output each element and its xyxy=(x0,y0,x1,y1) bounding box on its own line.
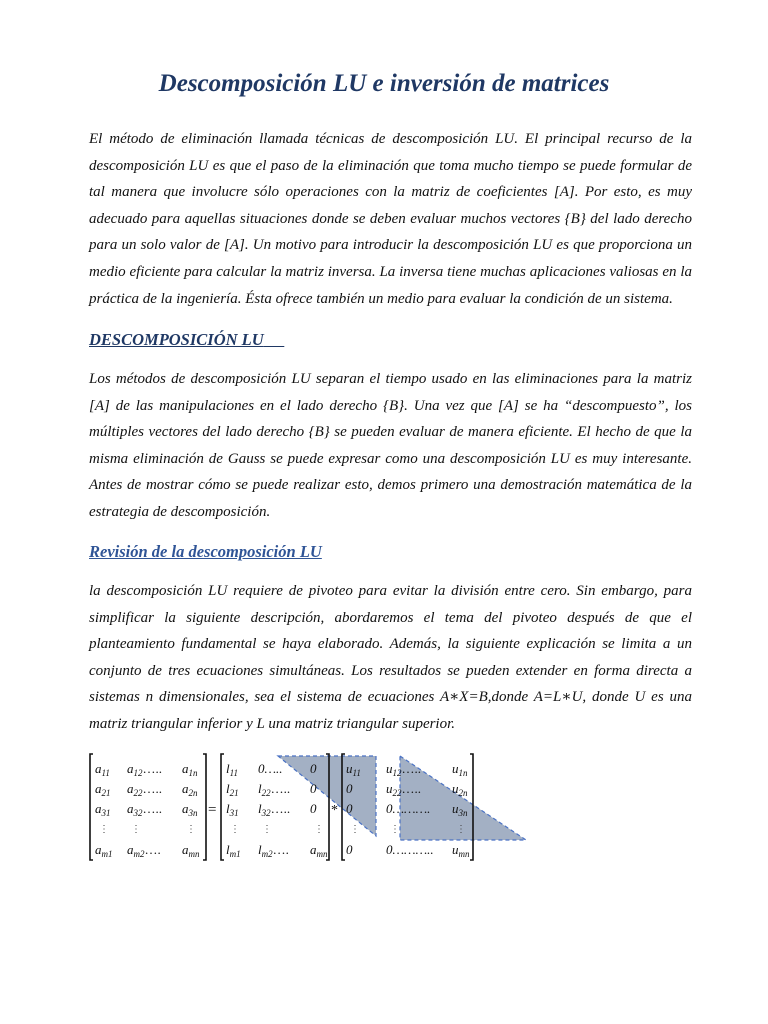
A-matrix-cell: ⋮ xyxy=(186,824,196,835)
L-matrix-cell: 0 xyxy=(310,781,317,796)
section-heading-lu-text: DESCOMPOSICIÓN LU xyxy=(89,330,264,349)
A-matrix-cell: $a_{mn}$ xyxy=(182,842,200,859)
L-matrix-cell: 0….. xyxy=(258,761,283,776)
section-review-paragraph xyxy=(89,578,692,738)
review-text-c: , donde U es una matriz triangular inferior y L una matriz triangular superior. xyxy=(89,689,692,732)
U-matrix-cell: 0 xyxy=(346,781,353,796)
matrix-cells xyxy=(95,761,470,859)
L-matrix-cell: $l_{11}$ xyxy=(226,761,238,778)
L-matrix-cell: $l_{22}\dots$.. xyxy=(258,781,291,798)
A-matrix-cell: $a_{31}$ xyxy=(95,801,111,818)
A-matrix-cell: ⋮ xyxy=(131,824,141,835)
U-matrix-cell: $u_{1n}$ xyxy=(452,761,468,778)
U-matrix-cell: $u_{2n}$ xyxy=(452,781,468,798)
U-matrix-cell: ⋮ xyxy=(456,824,466,835)
L-matrix-cell: $a_{mn}$ xyxy=(310,842,328,859)
L-left-bracket xyxy=(221,754,224,860)
section-heading-review: Revisión de la descomposición LU xyxy=(89,542,322,561)
L-matrix-cell: ⋮ xyxy=(262,824,272,835)
A-matrix-cell: $a_{m2}\dots$. xyxy=(127,842,161,859)
A-matrix-cell: $a_{m1}$ xyxy=(95,842,113,859)
U-matrix-cell: 0………. xyxy=(386,801,431,816)
equals-sign: = xyxy=(208,802,217,818)
A-matrix-cell: $a_{2n}$ xyxy=(182,781,198,798)
L-matrix-cell: $l_{31}$ xyxy=(226,801,239,818)
A-right-bracket xyxy=(203,754,206,860)
section-lu-paragraph: Los métodos de descomposición LU separan el tiempo usado en las eliminaciones para la matriz [A] de las manipulaciones en el lado derecho {B}. Una vez que [A] se ha “descompuesto”, los múltiples vectores del lado derecho {B} se pueden evaluar de manera eficiente. El hecho de que la misma eliminación de Gauss se puede expresar como una descomposición LU es muy interesante. Antes de mostrar cómo se puede realizar esto, demos primero una demostración matemática de la estrategia de descomposición. xyxy=(89,371,692,520)
U-matrix-cell: ⋮ xyxy=(390,824,400,835)
U-matrix-cell: $u_{12}\dots$.. xyxy=(386,761,421,778)
review-text-a: la descomposición LU requiere de pivoteo para evitar la división entre cero. Sin embargo, para simplificar la siguiente descripción, abordaremos el tema del pivoteo después de que el planteamiento fundamental se haya elaborado. Además, la siguiente explicación se limita a un conjunto de tres ecuaciones simultáneas. Los resultados se pueden extender en forma directa a sistemas n dimensionales, sea el sistema de ecuaciones xyxy=(89,583,692,706)
multiply-sign: * xyxy=(331,803,338,818)
U-matrix-cell: ⋮ xyxy=(350,824,360,835)
L-matrix-cell: $l_{21}$ xyxy=(226,781,239,798)
A-matrix-cell: $a_{11}$ xyxy=(95,761,110,778)
lu-matrix-equation xyxy=(80,748,540,868)
U-matrix-cell: $u_{3n}$ xyxy=(452,801,468,818)
U-matrix-cell: 0 xyxy=(346,842,353,857)
L-matrix-cell: $l_{32}\dots$.. xyxy=(258,801,291,818)
L-matrix-cell: $l_{m2}\dots$. xyxy=(258,842,289,859)
section-heading-lu xyxy=(89,330,284,350)
U-matrix-cell: 0 xyxy=(346,801,353,816)
U-matrix-cell: 0……….. xyxy=(386,842,434,857)
U-matrix-cell: $u_{mn}$ xyxy=(452,842,470,859)
L-matrix-cell: 0 xyxy=(310,761,317,776)
L-matrix-cell: ⋮ xyxy=(230,824,240,835)
L-matrix-cell: ⋮ xyxy=(314,824,324,835)
equation-alu: A=L∗U xyxy=(533,689,583,706)
document-title: Descomposición LU e inversión de matrices xyxy=(158,70,610,97)
L-matrix-cell: $l_{m1}$ xyxy=(226,842,241,859)
L-matrix-cell: 0 xyxy=(310,801,317,816)
equation-axb: A∗X=B xyxy=(439,689,488,706)
A-matrix-cell: $a_{22}\dots$.. xyxy=(127,781,162,798)
A-matrix-cell: ⋮ xyxy=(99,824,109,835)
A-matrix-cell: $a_{3n}$ xyxy=(182,801,198,818)
A-matrix-cell: $a_{12}\dots$.. xyxy=(127,761,162,778)
L-zero-triangle xyxy=(278,756,376,836)
A-matrix-cell: $a_{21}$ xyxy=(95,781,111,798)
intro-paragraph: El método de eliminación llamada técnicas de descomposición LU. El principal recurso de la descomposición LU es que el paso de la eliminación que toma mucho tiempo se puede formular de tal manera que involucre sólo operaciones con la matriz de coeficientes [A]. Por esto, es muy adecuado para aquellas situaciones donde se deben evaluar muchos vectores {B} del lado derecho para un solo valor de [A]. Un motivo para introducir la descomposición LU es que proporciona un medio eficiente para calcular la matriz inversa. La inversa tiene muchas aplicaciones valiosas en la práctica de la ingeniería. Ésta ofrece también un medio para evaluar la condición de un sistema. xyxy=(89,131,692,307)
A-matrix-cell: $a_{1n}$ xyxy=(182,761,198,778)
A-left-bracket xyxy=(90,754,93,860)
A-matrix-cell: $a_{32}\dots$.. xyxy=(127,801,162,818)
review-text-b: ,donde xyxy=(487,689,534,706)
U-matrix-cell: $u_{11}$ xyxy=(346,761,361,778)
U-matrix-cell: $u_{22}\dots$.. xyxy=(386,781,421,798)
